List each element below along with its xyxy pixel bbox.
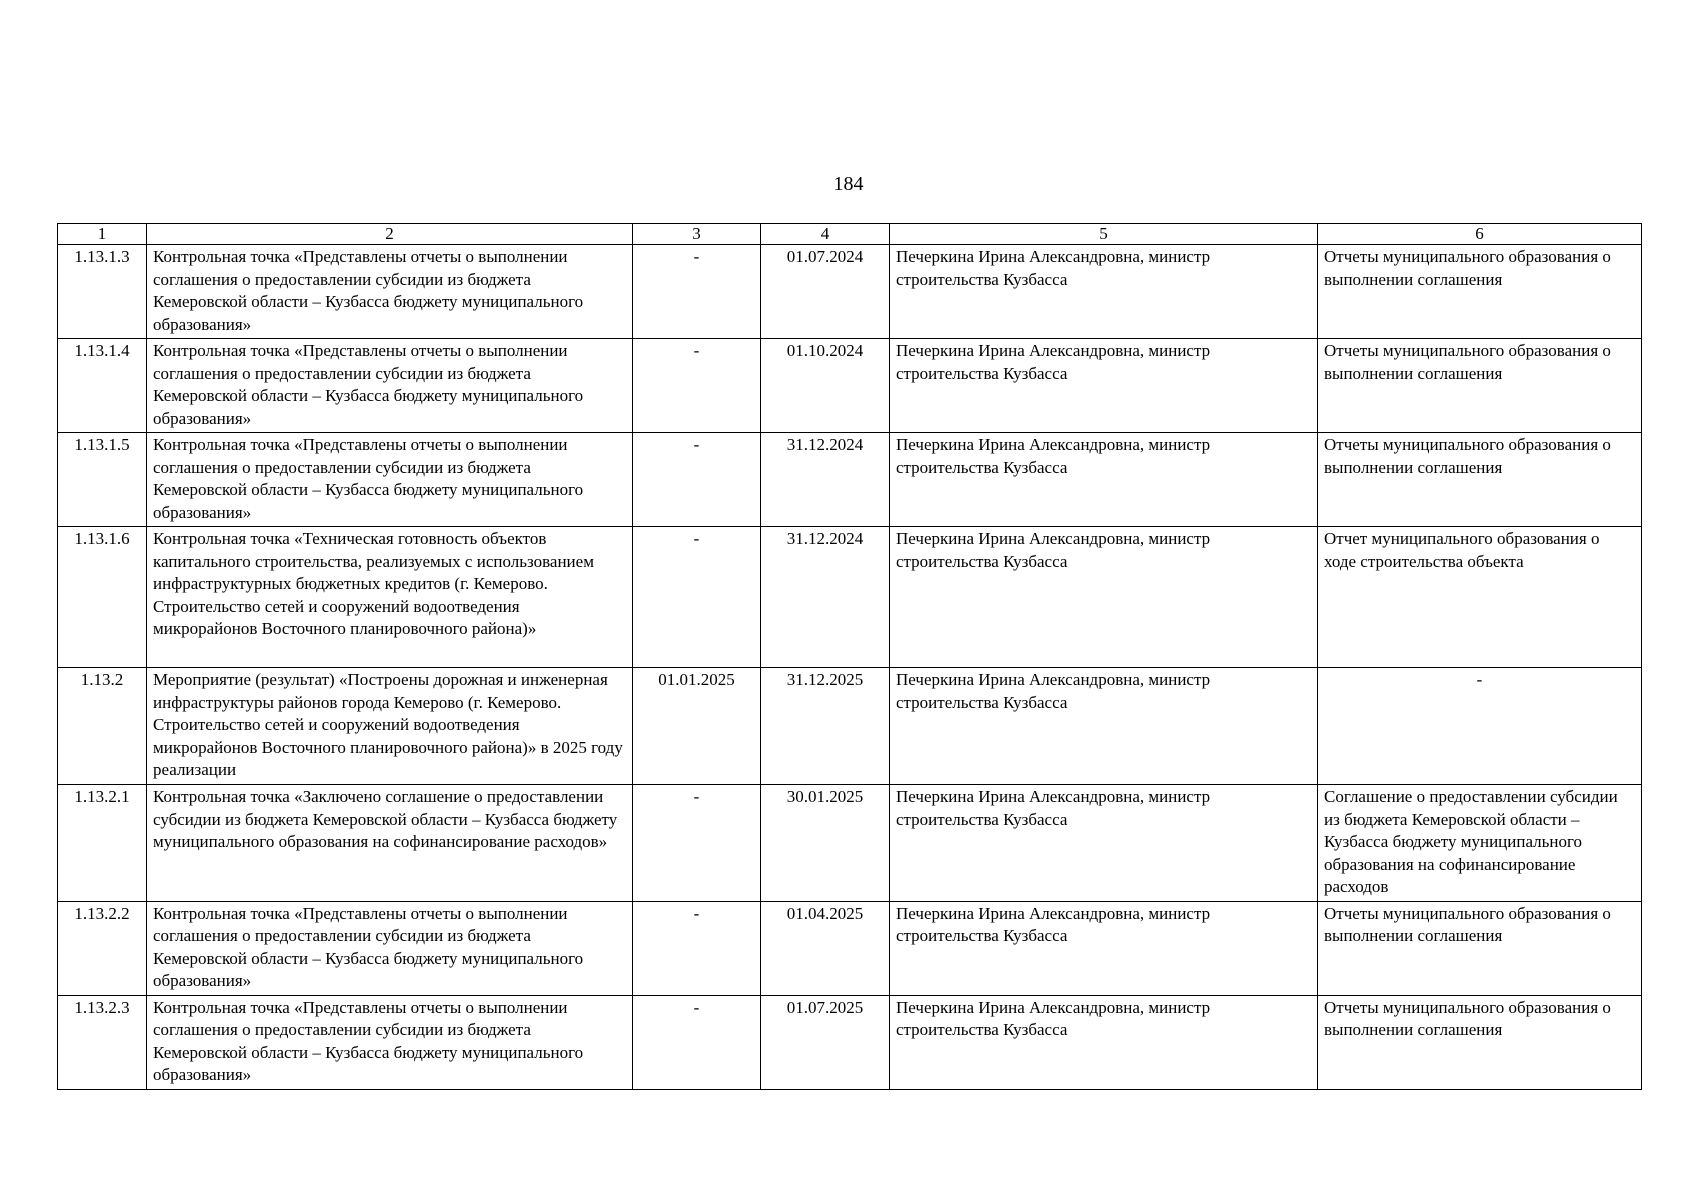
item-number: 1.13.1.6 [58,527,147,668]
start-date: - [633,785,761,902]
end-date: 01.04.2025 [761,901,890,995]
end-date: 30.01.2025 [761,785,890,902]
item-number: 1.13.2.1 [58,785,147,902]
result-document: Соглашение о предоставлении субсидии из бюджета Кемеровской области – Кузбасса бюджету муниципального образования на софинансирование расходов [1318,785,1642,902]
plan-table [57,223,1642,1090]
end-date: 01.07.2025 [761,995,890,1089]
item-number: 1.13.1.4 [58,339,147,433]
header-cell: 6 [1318,224,1642,245]
item-number: 1.13.2 [58,668,147,785]
item-number: 1.13.2.2 [58,901,147,995]
end-date: 31.12.2025 [761,668,890,785]
responsible-person: Печеркина Ирина Александровна, министр строительства Кузбасса [890,527,1318,668]
item-description: Контрольная точка «Представлены отчеты о выполнении соглашения о предоставлении субсидии из бюджета Кемеровской области – Кузбасса бюджету муниципального образования» [147,245,633,339]
item-description: Контрольная точка «Техническая готовность объектов капитального строительства, реализуемых с использованием инфраструктурных бюджетных кредитов (г. Кемерово. Строительство сетей и сооружений водоотведения микрорайонов Восточного планировочного района)» [147,527,633,668]
start-date: - [633,433,761,527]
start-date: 01.01.2025 [633,668,761,785]
responsible-person: Печеркина Ирина Александровна, министр строительства Кузбасса [890,995,1318,1089]
end-date: 01.07.2024 [761,245,890,339]
table-row [58,668,1642,785]
result-document: Отчеты муниципального образования о выполнении соглашения [1318,901,1642,995]
start-date: - [633,245,761,339]
table-row [58,527,1642,668]
header-row [58,224,1642,245]
end-date: 31.12.2024 [761,433,890,527]
responsible-person: Печеркина Ирина Александровна, министр строительства Кузбасса [890,901,1318,995]
result-document: Отчеты муниципального образования о выполнении соглашения [1318,995,1642,1089]
end-date: 31.12.2024 [761,527,890,668]
table-row [58,785,1642,902]
table-row [58,995,1642,1089]
item-description: Контрольная точка «Представлены отчеты о выполнении соглашения о предоставлении субсидии из бюджета Кемеровской области – Кузбасса бюджету муниципального образования» [147,901,633,995]
result-document: - [1318,668,1642,785]
responsible-person: Печеркина Ирина Александровна, министр строительства Кузбасса [890,245,1318,339]
table-row [58,433,1642,527]
item-description: Контрольная точка «Представлены отчеты о выполнении соглашения о предоставлении субсидии из бюджета Кемеровской области – Кузбасса бюджету муниципального образования» [147,995,633,1089]
item-description: Контрольная точка «Представлены отчеты о выполнении соглашения о предоставлении субсидии из бюджета Кемеровской области – Кузбасса бюджету муниципального образования» [147,433,633,527]
table-row [58,901,1642,995]
page-number: 184 [833,173,864,195]
header-cell: 1 [58,224,147,245]
result-document: Отчет муниципального образования о ходе строительства объекта [1318,527,1642,668]
header-cell: 3 [633,224,761,245]
result-document: Отчеты муниципального образования о выполнении соглашения [1318,339,1642,433]
item-number: 1.13.1.5 [58,433,147,527]
item-description: Контрольная точка «Представлены отчеты о выполнении соглашения о предоставлении субсидии из бюджета Кемеровской области – Кузбасса бюджету муниципального образования» [147,339,633,433]
header-cell: 4 [761,224,890,245]
responsible-person: Печеркина Ирина Александровна, министр строительства Кузбасса [890,785,1318,902]
start-date: - [633,901,761,995]
result-document: Отчеты муниципального образования о выполнении соглашения [1318,433,1642,527]
responsible-person: Печеркина Ирина Александровна, министр строительства Кузбасса [890,668,1318,785]
table-row [58,339,1642,433]
item-number: 1.13.1.3 [58,245,147,339]
item-description: Контрольная точка «Заключено соглашение о предоставлении субсидии из бюджета Кемеровской области – Кузбасса бюджету муниципального образования на софинансирование расходов» [147,785,633,902]
table-row [58,245,1642,339]
header-cell: 2 [147,224,633,245]
start-date: - [633,995,761,1089]
end-date: 01.10.2024 [761,339,890,433]
responsible-person: Печеркина Ирина Александровна, министр строительства Кузбасса [890,339,1318,433]
result-document: Отчеты муниципального образования о выполнении соглашения [1318,245,1642,339]
header-cell: 5 [890,224,1318,245]
responsible-person: Печеркина Ирина Александровна, министр строительства Кузбасса [890,433,1318,527]
start-date: - [633,339,761,433]
start-date: - [633,527,761,668]
item-description: Мероприятие (результат) «Построены дорожная и инженерная инфраструктуры районов города Кемерово (г. Кемерово. Строительство сетей и сооружений водоотведения микрорайонов Восточного планировочного района)» в 2025 году реализации [147,668,633,785]
item-number: 1.13.2.3 [58,995,147,1089]
